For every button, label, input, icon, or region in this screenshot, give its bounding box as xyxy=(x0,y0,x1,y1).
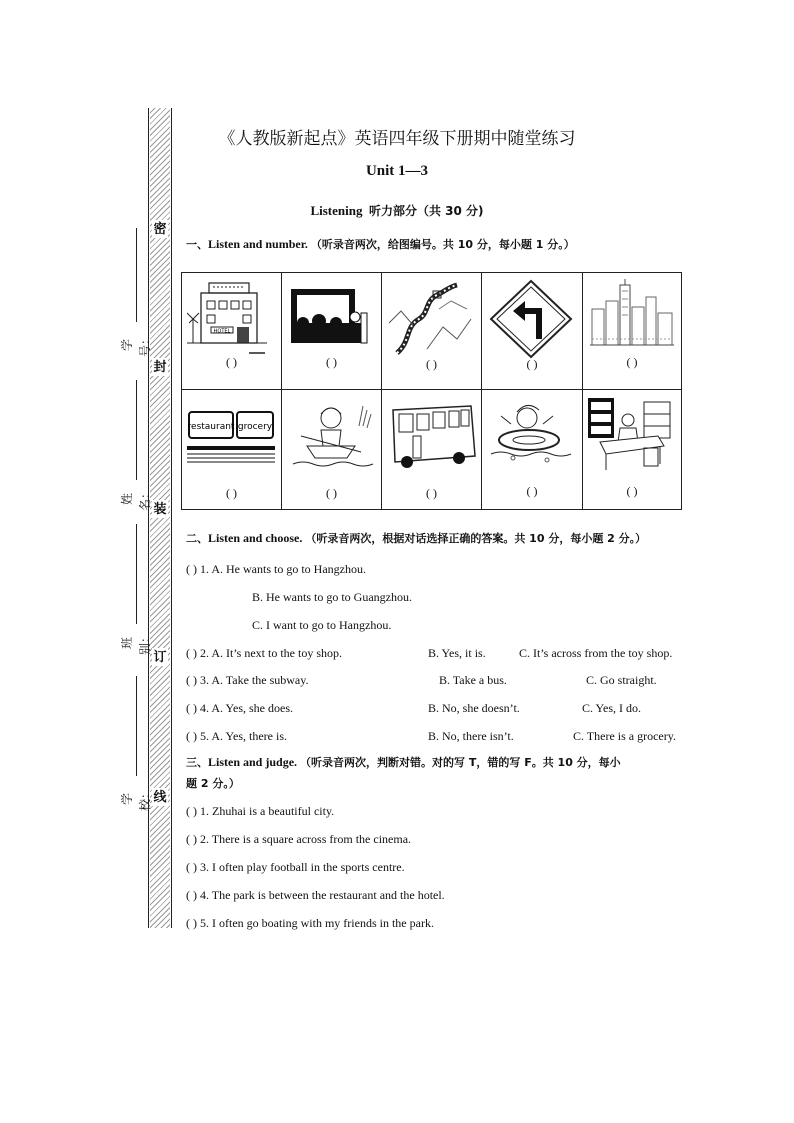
picture-cell-6 xyxy=(182,390,282,509)
class-line[interactable] xyxy=(136,524,137,624)
listening-heading xyxy=(0,202,794,219)
binding-char-xian: 线 xyxy=(153,789,167,804)
section2-heading xyxy=(186,528,706,549)
restaurant-grocery-sign-icon xyxy=(187,396,277,476)
judge-item-3: ( ) 3. I often play football in the sports centre. xyxy=(186,860,405,874)
girl-swimming-icon xyxy=(487,396,575,476)
section2-title-cn: （听录音两次，根据对话选择正确的答案。共 10 分，每小题 2 分。） xyxy=(305,532,647,545)
choice-q3-b: B. Take a bus. xyxy=(439,673,507,687)
answer-blank[interactable]: ( ) xyxy=(326,355,337,369)
restaurant-word: restaurant xyxy=(187,422,235,432)
choice-q4-stem: ( ) 4. A. Yes, she does. xyxy=(186,701,294,715)
binding-line-inner xyxy=(171,108,172,928)
picture-cell-5 xyxy=(583,273,681,390)
choice-q5-stem: ( ) 5. A. Yes, there is. xyxy=(186,729,287,743)
listening-cn: 听力部分（共 30 分) xyxy=(368,204,484,218)
section3-title-cn-1: （听录音两次，判断对错。对的写 T，错的写 F。共 10 分，每小 xyxy=(300,756,621,769)
section2-num: 二、 xyxy=(186,532,208,545)
answer-blank[interactable]: ( ) xyxy=(226,355,237,369)
choice-q2-c: C. It’s across from the toy shop. xyxy=(519,646,673,660)
section1-title-en: Listen and number. xyxy=(208,237,308,251)
section2-title-en: Listen and choose. xyxy=(208,531,303,545)
boy-boating-icon xyxy=(287,396,375,476)
section3-title-cn-2: 题 2 分。） xyxy=(186,777,240,790)
hotel-word: HOTEL xyxy=(213,328,231,335)
library-icon xyxy=(588,396,676,476)
picture-cell-8 xyxy=(382,390,482,509)
binding-char-zhuang: 装 xyxy=(153,501,167,516)
answer-blank[interactable]: ( ) xyxy=(526,484,538,498)
answer-blank[interactable]: ( ) xyxy=(626,484,638,498)
section3-num: 三、 xyxy=(186,756,208,769)
choice-q2-b: B. Yes, it is. xyxy=(428,646,486,660)
binding-char-feng: 封 xyxy=(153,359,167,374)
judge-item-1: ( ) 1. Zhuhai is a beautiful city. xyxy=(186,804,335,818)
hotel-icon xyxy=(187,279,275,359)
grocery-word: grocery xyxy=(237,422,273,432)
unit-title: Unit 1—3 xyxy=(365,163,429,179)
picture-cell-10 xyxy=(583,390,681,509)
answer-blank[interactable]: ( ) xyxy=(626,355,638,369)
choice-q1-c: C. I want to go to Hangzhou. xyxy=(252,618,392,632)
class-label: 班别： xyxy=(120,631,152,656)
great-wall-icon xyxy=(387,279,475,359)
section1-title-cn: （听录音两次，给图编号。共 10 分，每小题 1 分。） xyxy=(310,238,575,251)
bus-icon xyxy=(387,396,477,476)
school-line[interactable] xyxy=(136,676,137,776)
choice-q5-c: C. There is a grocery. xyxy=(573,729,676,743)
page-title: 《人教版新起点》英语四年级下册期中随堂练习 xyxy=(218,129,576,148)
binding-char-ding: 订 xyxy=(153,649,167,664)
choice-q4-c: C. Yes, I do. xyxy=(582,701,642,715)
choice-q1-b: B. He wants to go to Guangzhou. xyxy=(252,590,412,604)
picture-cell-9 xyxy=(482,390,583,509)
judge-item-4: ( ) 4. The park is between the restaurant and the hotel. xyxy=(186,888,445,902)
answer-blank[interactable]: ( ) xyxy=(326,486,337,500)
judge-item-2: ( ) 2. There is a square across from the cinema. xyxy=(186,832,412,846)
section1-num: 一、 xyxy=(186,238,208,251)
student-number-line[interactable] xyxy=(136,228,137,322)
listening-en: Listening xyxy=(310,203,363,218)
turn-left-sign-icon xyxy=(487,279,575,359)
picture-grid xyxy=(181,272,682,510)
picture-cell-2 xyxy=(282,273,382,390)
choice-q2-stem: ( ) 2. A. It’s next to the toy shop. xyxy=(186,646,342,660)
section3-title-en: Listen and judge. xyxy=(208,755,298,769)
choice-q3-stem: ( ) 3. A. Take the subway. xyxy=(186,673,309,687)
answer-blank[interactable]: ( ) xyxy=(226,486,237,500)
section1-heading xyxy=(186,234,706,255)
choice-q5-b: B. No, there isn’t. xyxy=(428,729,514,743)
answer-blank[interactable]: ( ) xyxy=(526,357,538,371)
answer-blank[interactable]: ( ) xyxy=(426,486,437,500)
binding-char-mi: 密 xyxy=(153,221,167,236)
cinema-icon xyxy=(287,279,375,359)
choice-q4-b: B. No, she doesn’t. xyxy=(428,701,520,715)
picture-cell-1 xyxy=(182,273,282,390)
picture-cell-7 xyxy=(282,390,382,509)
picture-cell-3 xyxy=(382,273,482,390)
name-line[interactable] xyxy=(136,380,137,480)
city-skyline-icon xyxy=(588,279,676,359)
choice-q1-stem: ( ) 1. A. He wants to go to Hangzhou. xyxy=(186,562,366,576)
judge-item-5: ( ) 5. I often go boating with my friends in the park. xyxy=(186,916,434,930)
answer-blank[interactable]: ( ) xyxy=(426,357,437,371)
section3-heading xyxy=(186,752,706,794)
picture-cell-4 xyxy=(482,273,583,390)
name-label: 姓名： xyxy=(120,487,152,512)
school-label: 学校： xyxy=(120,787,152,812)
choice-q3-c: C. Go straight. xyxy=(586,673,657,687)
student-number-label: 学号： xyxy=(120,333,152,358)
